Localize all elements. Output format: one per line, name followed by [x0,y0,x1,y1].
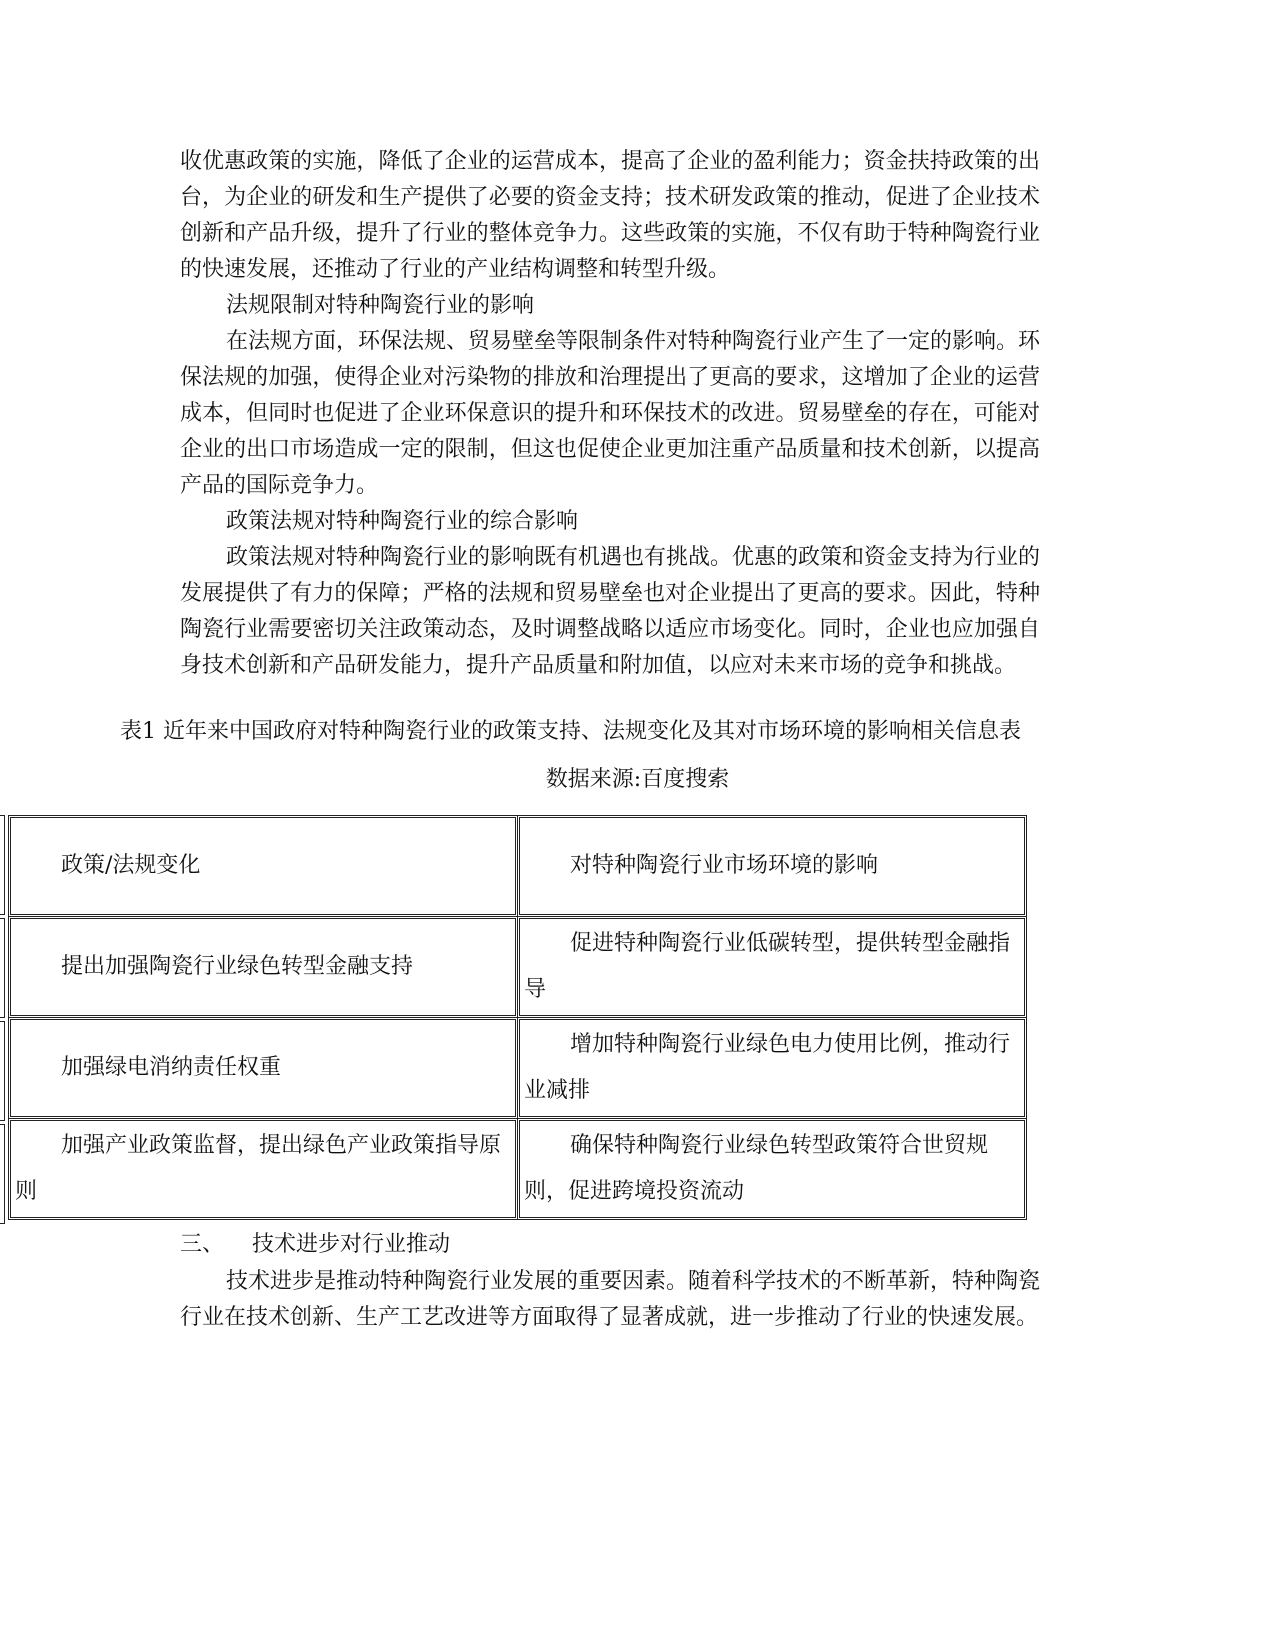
policy-table-container [0,812,1275,1226]
data-source: 数据来源:百度搜索 [545,767,730,792]
table-row [10,1120,1025,1218]
table-row [10,918,1025,1016]
table-caption: 表1 近年来中国政府对特种陶瓷行业的政策支持、法规变化及其对市场环境的影响相关信息表 [120,719,1021,744]
table-row [10,1019,1025,1117]
paragraph-combined-impact: 政策法规对特种陶瓷行业的影响既有机遇也有挑战。优惠的政策和资金支持为行业的发展提供了有力的保障；严格的法规和贸易壁垒也对企业提出了更高的要求。因此，特种陶瓷行业需要密切关注政策动态，及时调整战略以适应市场变化。同时，企业也应加强自身技术创新和产品研发能力，提升产品质量和附加值，以应对未来市场的竞争和挑战。 [180,545,1041,678]
paragraph-regulation-limits: 在法规方面，环保法规、贸易壁垒等限制条件对特种陶瓷行业产生了一定的影响。环保法规的加强，使得企业对污染物的排放和治理提出了更高的要求，这增加了企业的运营成本，但同时也促进了企业环保意识的提升和环保技术的改进。贸易壁垒的存在，可能对企业的出口市场造成一定的限制，但这也促使企业更加注重产品质量和技术创新，以提高产品的国际竞争力。 [180,329,1041,498]
body-text-top [180,144,1040,684]
section-number: 三、 [180,1232,225,1257]
body-text-bottom [180,1264,1040,1336]
table-left-border [0,918,5,1018]
subheading-combined-impact: 政策法规对特种陶瓷行业的综合影响 [226,509,579,534]
table-left-border [0,1124,5,1224]
header-cell-policy-change: 政策/法规变化 [10,817,516,915]
table-cell: 确保特种陶瓷行业绿色转型政策符合世贸规则，促进跨境投资流动 [519,1120,1025,1218]
table-cell: 增加特种陶瓷行业绿色电力使用比例，推动行业减排 [519,1019,1025,1117]
section-title: 技术进步对行业推动 [252,1232,451,1257]
paragraph-tech-progress: 技术进步是推动特种陶瓷行业发展的重要因素。随着科学技术的不断革新，特种陶瓷行业在技术创新、生产工艺改进等方面取得了显著成就，进一步推动了行业的快速发展。 [180,1269,1041,1330]
subheading-regulation-limits: 法规限制对特种陶瓷行业的影响 [226,293,535,318]
table-left-border [0,1021,5,1121]
table-header-row [10,817,1025,915]
table-cell: 提出加强陶瓷行业绿色转型金融支持 [10,918,516,1016]
table-cell: 加强绿电消纳责任权重 [10,1019,516,1117]
paragraph-policy-effects: 收优惠政策的实施，降低了企业的运营成本，提高了企业的盈利能力；资金扶持政策的出台，为企业的研发和生产提供了必要的资金支持；技术研发政策的推动，促进了企业技术创新和产品升级，提升了行业的整体竞争力。这些政策的实施，不仅有助于特种陶瓷行业的快速发展，还推动了行业的产业结构调整和转型升级。 [180,149,1040,282]
policy-table [7,814,1028,1221]
table-cell: 加强产业政策监督，提出绿色产业政策指导原则 [10,1120,516,1218]
table-left-border [0,815,5,915]
section-heading [180,1228,450,1262]
table-cell: 促进特种陶瓷行业低碳转型，提供转型金融指导 [519,918,1025,1016]
header-cell-market-impact: 对特种陶瓷行业市场环境的影响 [519,817,1025,915]
